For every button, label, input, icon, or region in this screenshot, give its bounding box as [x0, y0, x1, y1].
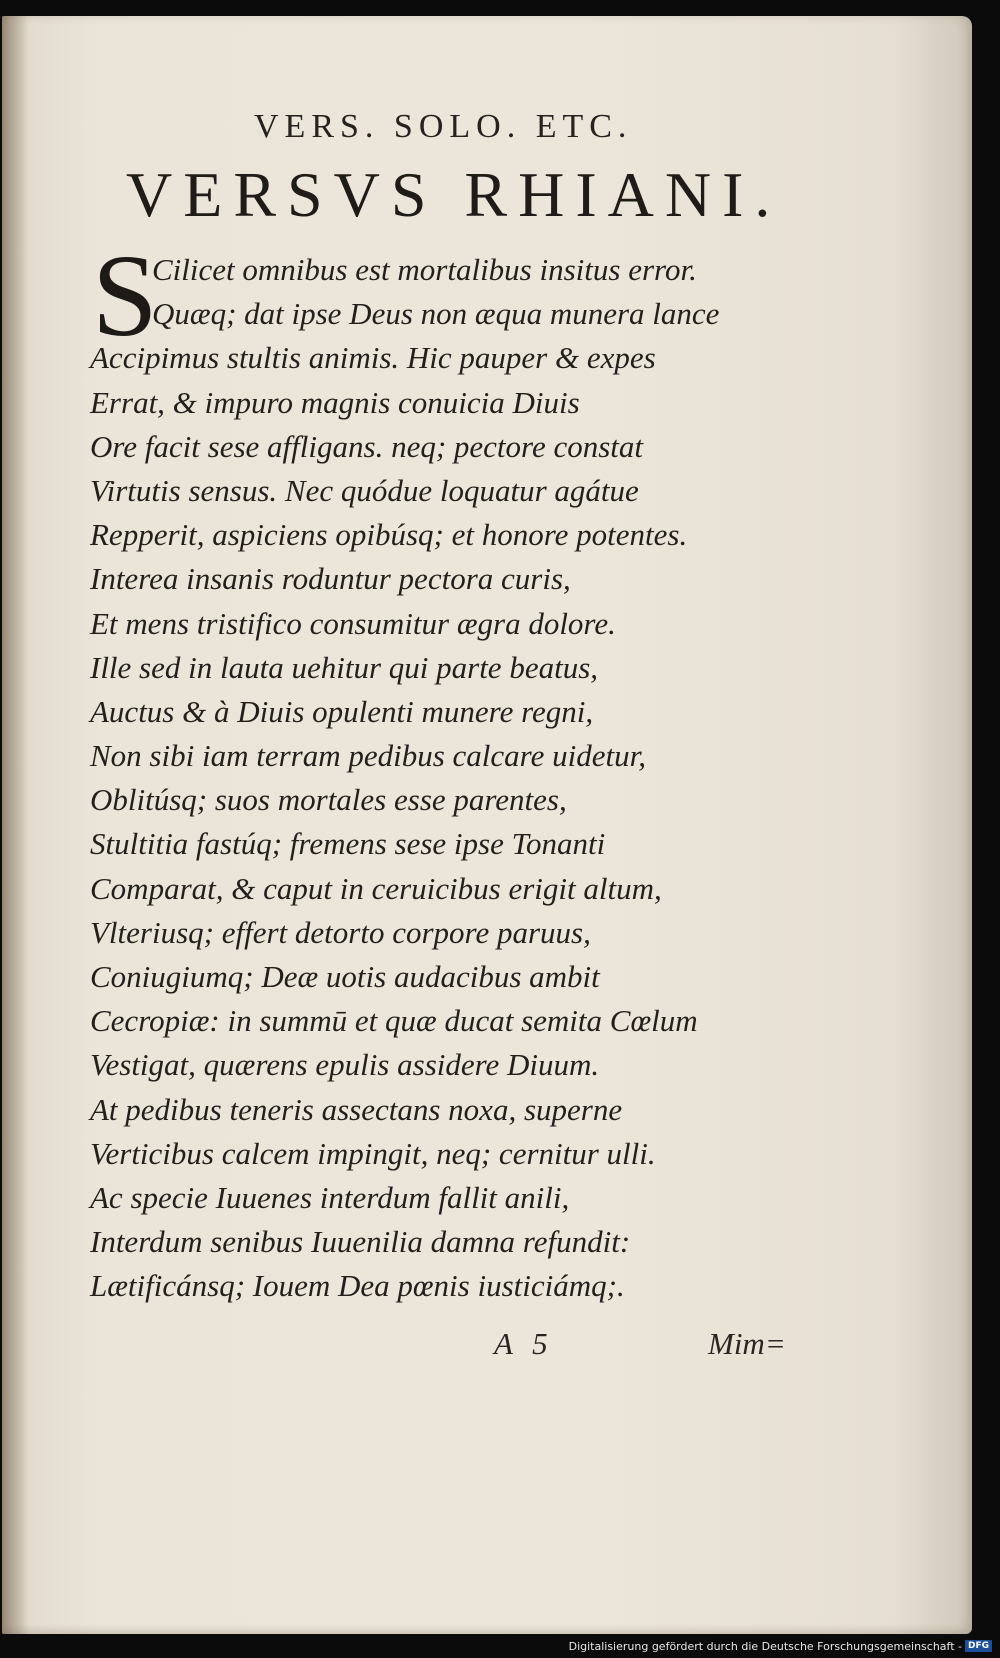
verse-line: Verticibus calcem impingit, neq; cernitur ulli. — [90, 1135, 656, 1171]
signature-mark: A 5 — [494, 1326, 554, 1361]
verse-lines — [90, 230, 825, 1309]
gutter-shadow — [2, 16, 28, 1634]
drop-cap: S — [92, 230, 158, 361]
verse-line: Errat, & impuro magnis conuicia Diuis — [90, 384, 580, 420]
verse-line: Non sibi iam terram pedibus calcare uidetur, — [90, 738, 646, 774]
book-page — [2, 16, 972, 1634]
verse-line: Et mens tristifico consumitur ægra dolore. — [90, 605, 616, 641]
verse-line: Quæq; dat ipse Deus non æqua munera lance — [152, 296, 720, 332]
verse-line: Auctus & à Diuis opulenti munere regni, — [90, 693, 594, 729]
digitization-credit — [569, 1638, 992, 1654]
verse-line: Accipimus stultis animis. Hic pauper & expes — [90, 340, 656, 376]
verse-line: Cilicet omnibus est mortalibus insitus error. — [152, 252, 697, 287]
verse-line: Lætificánsq; Iouem Dea pœnis iusticiámq;. — [90, 1268, 625, 1304]
verse-line: Ac specie Iuuenes interdum fallit anili, — [90, 1179, 570, 1215]
credit-text: Digitalisierung gefördert durch die Deutsche Forschungsgemeinschaft - — [568, 1639, 962, 1653]
verse-line: Vestigat, quærens epulis assidere Diuum. — [90, 1047, 600, 1083]
verse-line: Oblitúsq; suos mortales esse parentes, — [90, 782, 567, 818]
verse-line: Coniugiumq; Deæ uotis audacibus ambit — [90, 959, 600, 994]
verse-line: Ore facit sese affligans. neq; pectore constat — [90, 428, 644, 464]
verse-line: Interea insanis roduntur pectora curis, — [90, 561, 571, 597]
running-head: VERS. SOLO. ETC. — [254, 108, 633, 145]
verse-line: Cecropiæ: in summū et quæ ducat semita Cœlum — [90, 1003, 698, 1039]
dfg-logo: DFG — [965, 1640, 992, 1652]
catchword: Mim= — [708, 1326, 786, 1361]
verse-line: Vlteriusq; effert detorto corpore paruus, — [90, 914, 591, 950]
poem-text — [90, 230, 825, 1309]
verse-line: Interdum senibus Iuuenilia damna refundit: — [90, 1224, 631, 1260]
verse-line: Virtutis sensus. Nec quódue loquatur agátue — [90, 472, 639, 508]
poem-title: VERSVS RHIANI. — [126, 159, 782, 230]
verse-line: At pedibus teneris assectans noxa, superne — [90, 1091, 623, 1127]
verse-line: Stultitia fastúq; fremens sese ipse Tonanti — [90, 826, 606, 862]
verse-line: Comparat, & caput in ceruicibus erigit altum, — [90, 870, 662, 906]
verse-line: Repperit, aspiciens opibúsq; et honore potentes. — [90, 517, 688, 553]
verse-line: Ille sed in lauta uehitur qui parte beatus, — [90, 649, 599, 685]
